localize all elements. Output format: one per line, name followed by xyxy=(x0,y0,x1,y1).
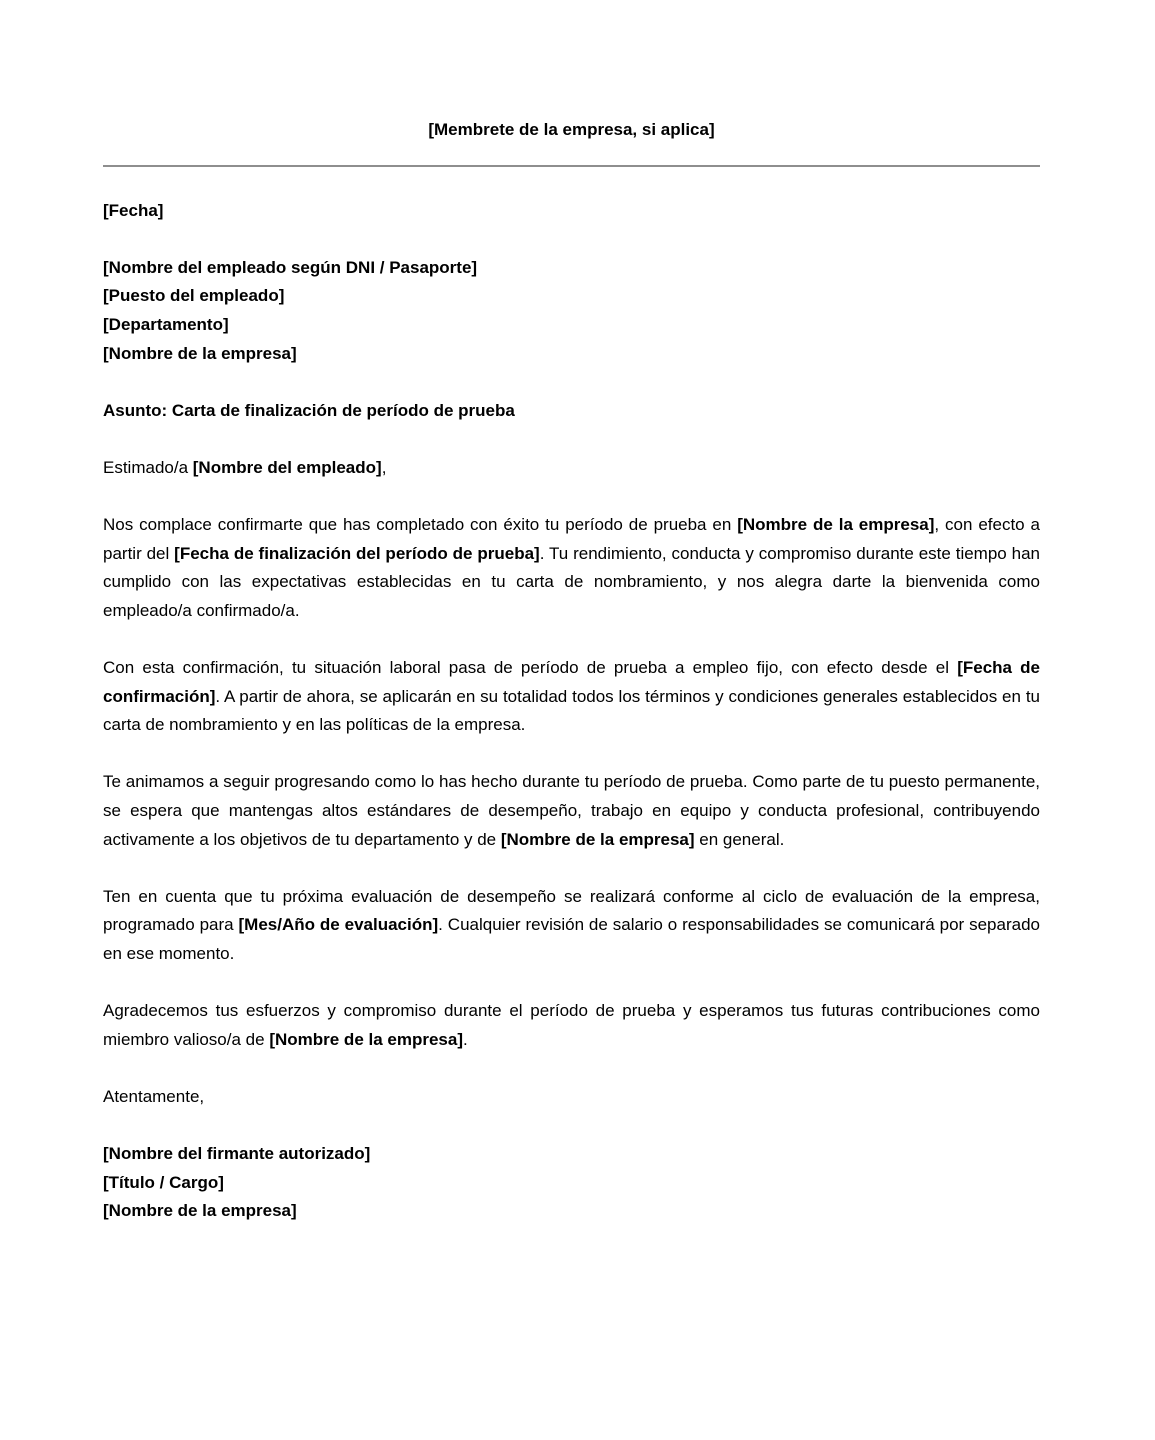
body-paragraph-1: Nos complace confirmarte que has completado con éxito tu período de prueba en [Nombre de la empresa], con efecto a partir del [Fecha de finalización del período de prueba]. Tu rendimiento, conducta y compromiso durante este tiempo han cumplido con las expectativas establecidas en tu carta de nombramiento, y nos alegra darte la bienvenida como empleado/a confirmado/a. xyxy=(103,515,1040,620)
letterhead-placeholder: [Membrete de la empresa, si aplica] xyxy=(428,120,715,139)
subject-line: Asunto: Carta de finalización de período de prueba xyxy=(103,400,515,420)
letterhead-divider xyxy=(103,165,1040,167)
body-paragraph-2: Con esta confirmación, tu situación laboral pasa de período de prueba a empleo fijo, con efecto desde el [Fecha de confirmación]. A partir de ahora, se aplicarán en su totalidad todos los términos y condiciones generales establecidos en tu carta de nombramiento y en las políticas de la empresa. xyxy=(103,658,1041,735)
salutation-line: Estimado/a [Nombre del empleado], xyxy=(103,457,387,477)
recipient-department-line: [Departamento] xyxy=(103,314,229,334)
body-paragraph-4: Ten en cuenta que tu próxima evaluación de desempeño se realizará conforme al ciclo de evaluación de la empresa, programado para [Mes/Año de evaluación]. Cualquier revisión de salario o responsabilidades se comunicará por separado en ese momento. xyxy=(103,886,1040,964)
signer-name-line: [Nombre del firmante autorizado] xyxy=(103,1144,371,1164)
recipient-position-line: [Puesto del empleado] xyxy=(103,286,285,306)
signature-block xyxy=(103,1140,1040,1226)
signer-title-line: [Título / Cargo] xyxy=(103,1172,224,1192)
recipient-name-line: [Nombre del empleado según DNI / Pasaporte] xyxy=(103,257,478,277)
recipient-block xyxy=(103,254,1040,368)
body-paragraph-5: Agradecemos tus esfuerzos y compromiso durante el período de prueba y esperamos tus futuras contribuciones como miembro valioso/a de [Nombre de la empresa]. xyxy=(103,1001,1040,1049)
signer-company-line: [Nombre de la empresa] xyxy=(103,1201,297,1221)
closing-line: Atentamente, xyxy=(103,1087,205,1106)
date-line: [Fecha] xyxy=(103,200,164,220)
recipient-company-line: [Nombre de la empresa] xyxy=(103,343,297,363)
body-paragraph-3: Te animamos a seguir progresando como lo has hecho durante tu período de prueba. Como parte de tu puesto permanente, se espera que mantengas altos estándares de desempeño, trabajo en equipo y conducta profesional, contribuyendo activamente a los objetivos de tu departamento y de [Nombre de la empresa] en general. xyxy=(103,772,1040,849)
